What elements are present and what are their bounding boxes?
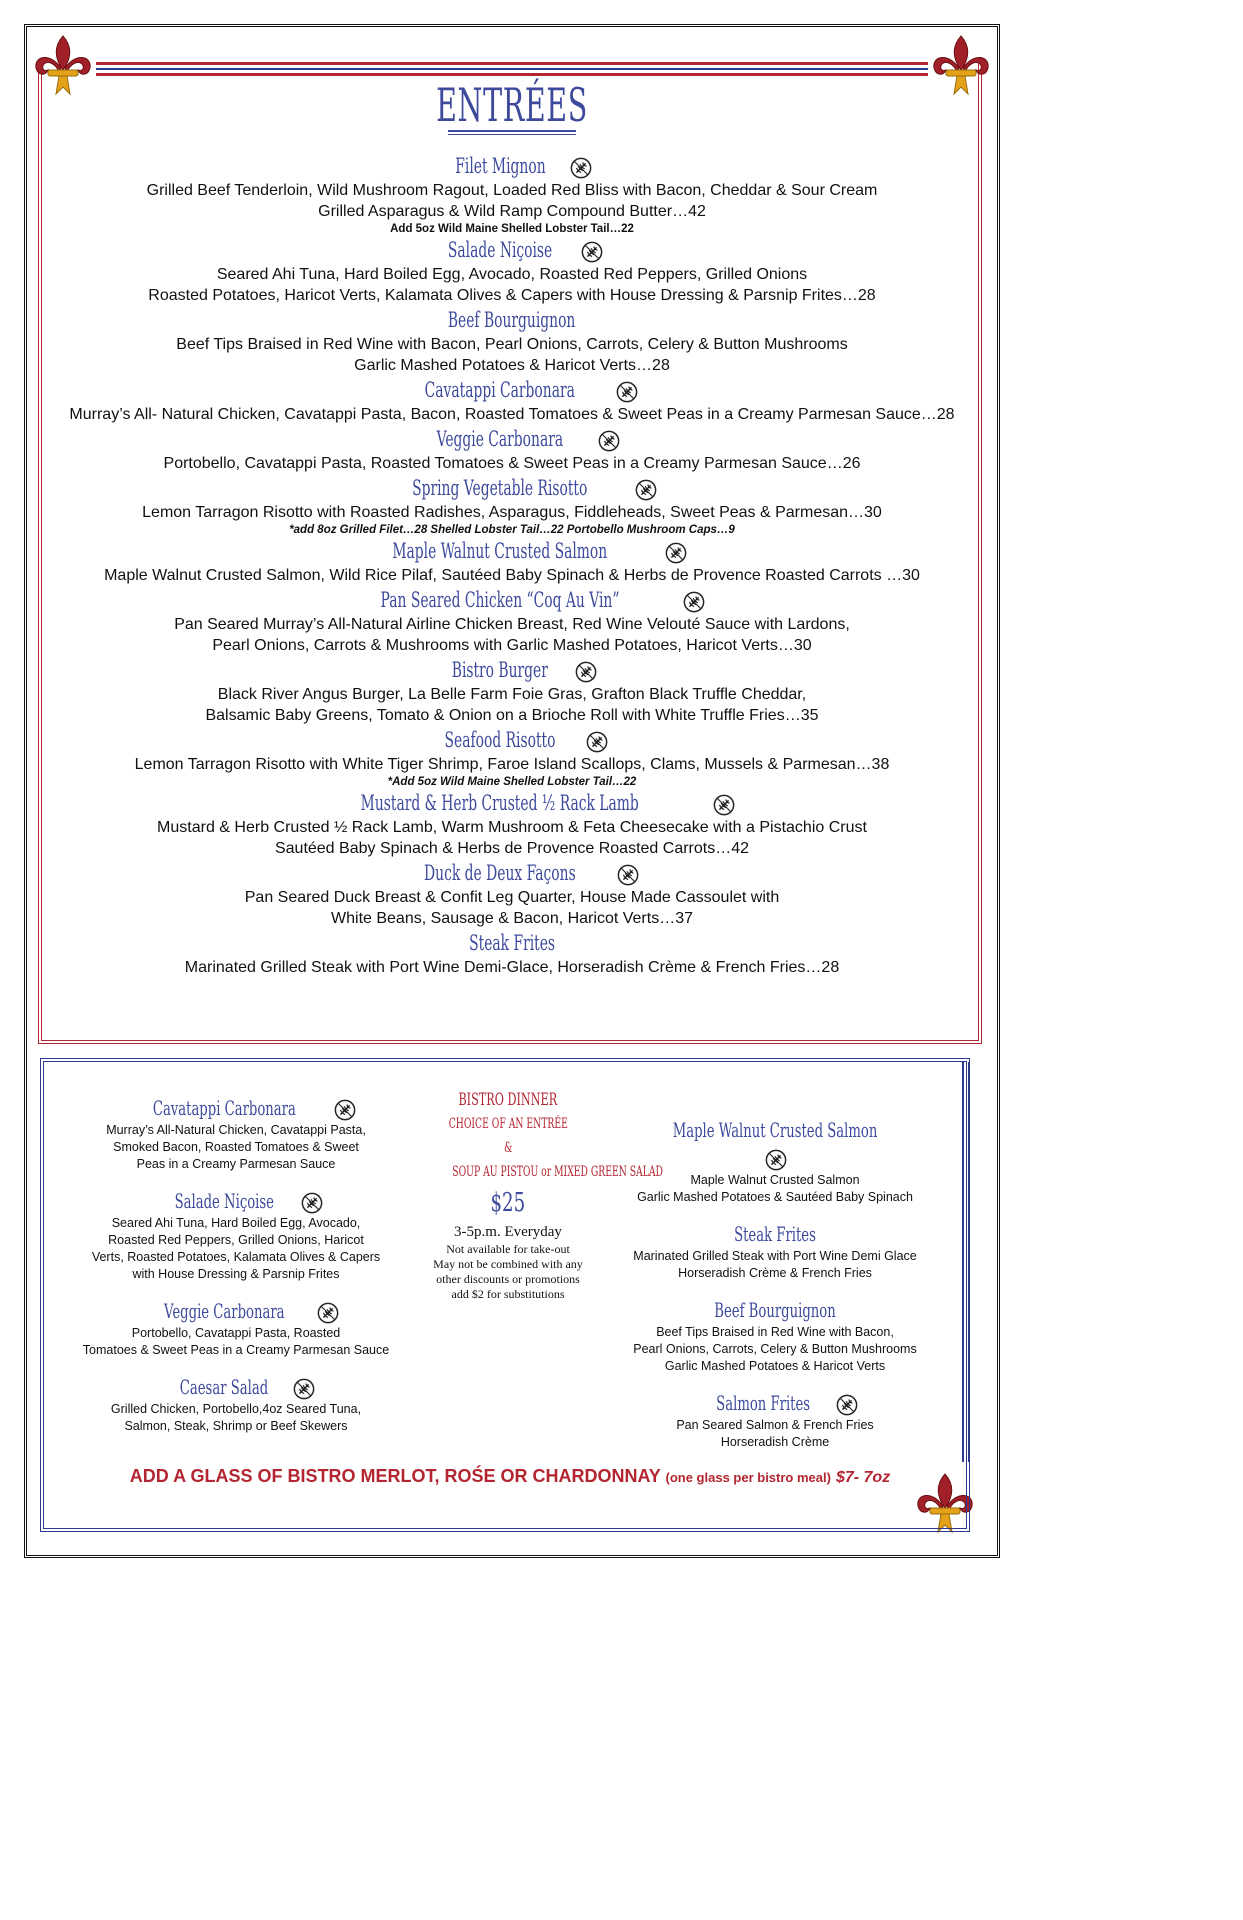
wine-offer-text: ADD A GLASS OF BISTRO MERLOT, ROŚE OR CHARDONNAY	[129, 1466, 661, 1486]
bistro-left-column	[68, 1094, 404, 1435]
entree-description: Grilled Beef Tenderloin, Wild Mushroom Ragout, Loaded Red Bliss with Bacon, Cheddar & Sour Cream	[146, 182, 878, 199]
entree-name	[60, 859, 964, 887]
bistro-item-name-text: Beef Bourguignon	[714, 1298, 836, 1322]
entree-description: Seared Ahi Tuna, Hard Boiled Egg, Avocado, Roasted Red Peppers, Grilled Onions	[216, 266, 808, 283]
title-underline	[448, 134, 576, 135]
gluten-free-icon	[301, 1192, 323, 1214]
bistro-item-description: Verts, Roasted Potatoes, Kalamata Olives & Capers	[91, 1250, 381, 1264]
entree-description: Murray’s All- Natural Chicken, Cavatappi Pasta, Bacon, Roasted Tomatoes & Sweet Peas in a Creamy Parmesan Sauce…28	[69, 406, 955, 423]
entree-description: Balsamic Baby Greens, Tomato & Onion on a Brioche Roll with White Truffle Fries…35	[205, 707, 819, 724]
bistro-item-description: Garlic Mashed Potatoes & Haricot Verts	[664, 1359, 886, 1373]
gluten-free-icon	[635, 479, 657, 501]
entree-name-text: Cavatappi Carbonara	[424, 378, 576, 402]
bistro-center-column	[398, 1088, 663, 1302]
entree-description: Beef Tips Braised in Red Wine with Bacon, Pearl Onions, Carrots, Celery & Button Mushrooms	[176, 336, 848, 353]
entree-name	[60, 152, 964, 180]
bistro-item-description: Portobello, Cavatappi Pasta, Roasted	[131, 1326, 341, 1340]
entree-description: Roasted Potatoes, Haricot Verts, Kalamata Olives & Capers with House Dressing & Parsnip Frites…28	[148, 287, 876, 304]
bistro-item-name	[68, 1187, 404, 1215]
entree-name-text: Salade Niçoise	[447, 238, 553, 262]
entree-name-text: Pan Seared Chicken “Coq Au Vin”	[380, 588, 620, 612]
spacer	[616, 1375, 934, 1389]
top-rule	[96, 73, 928, 76]
bistro-item-description: Peas in a Creamy Parmesan Sauce	[136, 1157, 336, 1171]
entree-name	[60, 537, 964, 565]
entree-description: Pan Seared Duck Breast & Confit Leg Quarter, House Made Cassoulet with	[244, 889, 780, 906]
entree-name-text: Spring Vegetable Risotto	[412, 476, 588, 500]
entree-name-text: Beef Bourguignon	[448, 308, 576, 332]
gluten-free-icon	[836, 1394, 858, 1416]
bistro-item-name	[616, 1116, 934, 1172]
entree-description: Pearl Onions, Carrots & Mushrooms with Garlic Mashed Potatoes, Haricot Verts…30	[212, 637, 812, 654]
entree-description: Sautéed Baby Spinach & Herbs de Provence Roasted Carrots…42	[274, 840, 750, 857]
page-title: ENTRÉES	[436, 78, 588, 132]
bistro-time: 3-5p.m. Everyday	[454, 1224, 562, 1240]
bistro-item-description: Murray’s All-Natural Chicken, Cavatappi Pasta,	[106, 1123, 366, 1137]
bistro-soup-salad: SOUP AU PISTOU or MIXED GREEN SALAD	[452, 1164, 663, 1180]
entree-item	[60, 474, 964, 537]
gluten-free-icon	[616, 381, 638, 403]
gluten-free-icon	[665, 542, 687, 564]
bistro-ampersand: &	[503, 1140, 513, 1156]
bistro-item-description: Tomatoes & Sweet Peas in a Creamy Parmesan Sauce	[82, 1343, 390, 1357]
entree-item	[60, 152, 964, 236]
entree-item	[60, 376, 964, 425]
entree-item	[60, 306, 964, 376]
gluten-free-icon	[586, 731, 608, 753]
bistro-item-description: Salmon, Steak, Shrimp or Beef Skewers	[124, 1419, 348, 1433]
spacer	[68, 1173, 404, 1187]
bistro-item-name-text: Maple Walnut Crusted Salmon	[672, 1118, 878, 1142]
bistro-choice: CHOICE OF AN ENTRÉE	[448, 1116, 568, 1132]
bistro-item-description: Horseradish Crème	[720, 1435, 830, 1449]
gluten-free-icon	[317, 1302, 339, 1324]
entree-list	[60, 152, 964, 978]
bistro-item-description: Smoked Bacon, Roasted Tomatoes & Sweet	[113, 1140, 359, 1154]
bistro-fine-print: other discounts or promotions	[436, 1272, 580, 1286]
entree-item	[60, 859, 964, 929]
entree-name-text: Veggie Carbonara	[436, 427, 564, 451]
wine-offer-note: (one glass per bistro meal)	[665, 1470, 831, 1485]
entree-name	[60, 586, 964, 614]
entree-name-text: Maple Walnut Crusted Salmon	[392, 539, 608, 563]
bistro-fine-print: Not available for take-out	[446, 1242, 570, 1256]
gluten-free-icon	[581, 241, 603, 263]
bistro-fine-print: May not be combined with any	[433, 1257, 583, 1271]
entree-description: Lemon Tarragon Risotto with White Tiger Shrimp, Faroe Island Scallops, Clams, Mussels & Parmesan…38	[134, 756, 890, 773]
spacer	[68, 1359, 404, 1373]
entree-name	[60, 656, 964, 684]
entree-description: Marinated Grilled Steak with Port Wine Demi-Glace, Horseradish Crème & French Fries…28	[184, 959, 840, 976]
gluten-free-icon	[570, 157, 592, 179]
bistro-item-description: Grilled Chicken, Portobello,4oz Seared Tuna,	[110, 1402, 362, 1416]
bistro-item-name-text: Veggie Carbonara	[163, 1299, 285, 1323]
entree-name-text: Bistro Burger	[451, 658, 549, 682]
bistro-item-name	[68, 1094, 404, 1122]
entree-name	[60, 474, 964, 502]
entree-item	[60, 537, 964, 586]
bistro-item-name	[68, 1373, 404, 1401]
entree-name-text: Seafood Risotto	[444, 728, 556, 752]
gluten-free-icon	[293, 1378, 315, 1400]
bistro-price: $25	[490, 1188, 526, 1218]
gluten-free-icon	[765, 1149, 787, 1171]
bistro-item-name-text: Salmon Frites	[716, 1391, 810, 1415]
bistro-item-name	[68, 1297, 404, 1325]
spacer	[616, 1206, 934, 1220]
bistro-item-description: Beef Tips Braised in Red Wine with Bacon,	[656, 1325, 894, 1339]
entree-name-text: Steak Frites	[469, 931, 555, 955]
entree-item	[60, 726, 964, 789]
entree-description: White Beans, Sausage & Bacon, Haricot Verts…37	[331, 910, 693, 927]
top-rule	[96, 62, 928, 65]
entree-item	[60, 789, 964, 859]
bistro-item-description: Maple Walnut Crusted Salmon	[690, 1173, 860, 1187]
bistro-item-description: with House Dressing & Parsnip Frites	[132, 1267, 340, 1281]
gluten-free-icon	[713, 794, 735, 816]
entree-description: Maple Walnut Crusted Salmon, Wild Rice Pilaf, Sautéed Baby Spinach & Herbs de Provence Roasted Carrots …30	[104, 567, 920, 584]
entree-description: Black River Angus Burger, La Belle Farm Foie Gras, Grafton Black Truffle Cheddar,	[217, 686, 807, 703]
bistro-item-name	[616, 1220, 934, 1248]
bistro-right-column	[616, 1116, 934, 1451]
bistro-item-description: Pan Seared Salmon & French Fries	[676, 1418, 874, 1432]
entree-name	[60, 726, 964, 754]
wine-offer-price: $7- 7oz	[835, 1469, 891, 1486]
bistro-item-name-text: Salade Niçoise	[174, 1189, 274, 1213]
entree-name-text: Filet Mignon	[454, 154, 546, 178]
bistro-item-name-text: Caesar Salad	[179, 1375, 269, 1399]
title-underline	[448, 130, 576, 132]
entree-add-on: *Add 5oz Wild Maine Shelled Lobster Tail…22	[387, 776, 637, 788]
fleur-de-lis-icon	[930, 32, 992, 102]
entree-add-on: *add 8oz Grilled Filet…28 Shelled Lobster Tail…22 Portobello Mushroom Caps…9	[289, 524, 735, 536]
entree-item	[60, 929, 964, 978]
entree-item	[60, 586, 964, 656]
gluten-free-icon	[683, 591, 705, 613]
gluten-free-icon	[598, 430, 620, 452]
entree-name	[60, 376, 964, 404]
entree-description: Garlic Mashed Potatoes & Haricot Verts…28	[354, 357, 670, 374]
bistro-item-description: Garlic Mashed Potatoes & Sautéed Baby Spinach	[637, 1190, 913, 1204]
top-rule-blue	[96, 68, 928, 70]
gluten-free-icon	[334, 1099, 356, 1121]
entree-name	[60, 236, 964, 264]
bistro-item-name	[616, 1389, 934, 1417]
entree-add-on: Add 5oz Wild Maine Shelled Lobster Tail…22	[390, 223, 634, 235]
entree-name-text: Duck de Deux Façons	[424, 861, 576, 885]
bistro-side-rule	[962, 1062, 964, 1462]
bistro-item-description: Marinated Grilled Steak with Port Wine Demi Glace	[633, 1249, 917, 1263]
bistro-item-name	[616, 1296, 934, 1324]
entree-description: Lemon Tarragon Risotto with Roasted Radishes, Asparagus, Fiddleheads, Sweet Peas & Parmesan…30	[142, 504, 882, 521]
entree-name	[60, 425, 964, 453]
bistro-item-description: Horseradish Crème & French Fries	[678, 1266, 872, 1280]
spacer	[68, 1283, 404, 1297]
bistro-item-description: Seared Ahi Tuna, Hard Boiled Egg, Avocado,	[111, 1216, 361, 1230]
gluten-free-icon	[617, 864, 639, 886]
wine-offer	[110, 1466, 910, 1487]
bistro-item-name-text: Cavatappi Carbonara	[152, 1096, 296, 1120]
bistro-title: BISTRO DINNER	[458, 1090, 558, 1110]
entree-item	[60, 236, 964, 306]
gluten-free-icon	[575, 661, 597, 683]
bistro-item-description: Pearl Onions, Carrots, Celery & Button Mushrooms	[633, 1342, 917, 1356]
bistro-item-name-text: Steak Frites	[734, 1222, 816, 1246]
entree-name	[60, 929, 964, 957]
bistro-item-description: Roasted Red Peppers, Grilled Onions, Haricot	[108, 1233, 364, 1247]
entree-description: Pan Seared Murray’s All-Natural Airline Chicken Breast, Red Wine Velouté Sauce with Lardons,	[174, 616, 850, 633]
fleur-de-lis-icon	[32, 32, 94, 102]
entree-name-text: Mustard & Herb Crusted ½ Rack Lamb	[360, 791, 640, 815]
spacer	[616, 1282, 934, 1296]
entree-description: Mustard & Herb Crusted ½ Rack Lamb, Warm Mushroom & Feta Cheesecake with a Pistachio Crust	[157, 819, 867, 836]
entree-name	[60, 306, 964, 334]
bistro-side-rule	[968, 1062, 970, 1462]
entree-description: Portobello, Cavatappi Pasta, Roasted Tomatoes & Sweet Peas in a Creamy Parmesan Sauce…26	[163, 455, 861, 472]
bistro-fine-print: add $2 for substitutions	[451, 1287, 565, 1301]
entree-item	[60, 425, 964, 474]
entree-item	[60, 656, 964, 726]
entree-name	[60, 789, 964, 817]
entree-description: Grilled Asparagus & Wild Ramp Compound Butter…42	[318, 203, 706, 220]
